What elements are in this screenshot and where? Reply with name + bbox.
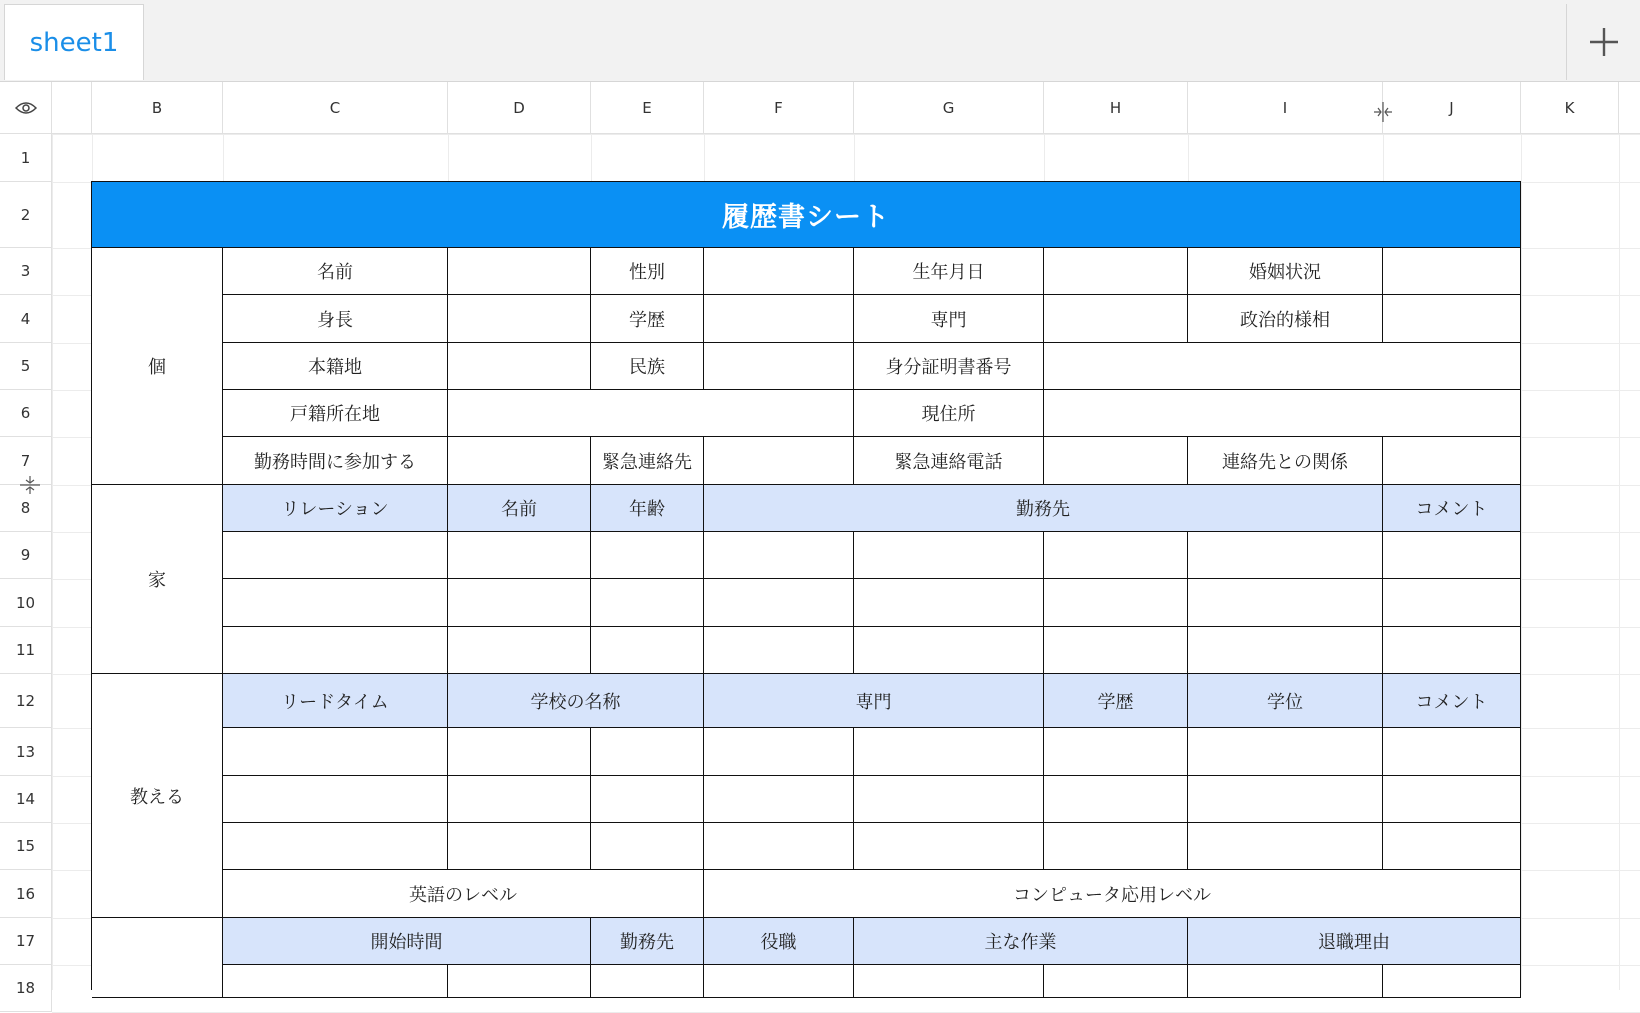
value-residence[interactable]	[1044, 390, 1521, 437]
education-cell[interactable]	[591, 776, 704, 823]
value-political[interactable]	[1383, 295, 1521, 343]
education-cell[interactable]	[704, 728, 854, 776]
row-header[interactable]: 12	[0, 674, 52, 728]
education-cell[interactable]	[704, 823, 854, 870]
gridline	[52, 134, 53, 990]
family-cell[interactable]	[1044, 627, 1188, 674]
row-header[interactable]: 3	[0, 248, 52, 295]
column-header[interactable]: J	[1383, 82, 1521, 134]
eye-icon	[15, 101, 37, 115]
column-header[interactable]: E	[591, 82, 704, 134]
family-cell[interactable]	[854, 627, 1044, 674]
education-header-lead-time[interactable]: リードタイム	[223, 674, 448, 728]
gridline	[1521, 134, 1522, 990]
section-personal[interactable]: 個	[92, 248, 223, 485]
value-origin[interactable]	[448, 343, 591, 390]
family-header-comment[interactable]: コメント	[1383, 485, 1521, 532]
value-work-time[interactable]	[448, 437, 591, 485]
work-cell[interactable]	[591, 965, 704, 998]
skill-computer[interactable]: コンピュータ応用レベル	[704, 870, 1521, 918]
family-cell[interactable]	[854, 532, 1044, 579]
label-registry[interactable]: 戸籍所在地	[223, 390, 448, 437]
education-cell[interactable]	[1188, 776, 1383, 823]
row-header[interactable]: 7	[0, 437, 52, 485]
education-cell[interactable]	[1383, 776, 1521, 823]
family-cell[interactable]	[591, 579, 704, 627]
education-header-degree[interactable]: 学歴	[1044, 674, 1188, 728]
sheet-title[interactable]: 履歴書シート	[92, 182, 1521, 248]
education-header-school[interactable]: 学校の名称	[448, 674, 704, 728]
column-header[interactable]: C	[223, 82, 448, 134]
value-height[interactable]	[448, 295, 591, 343]
family-cell[interactable]	[448, 579, 591, 627]
family-header-age[interactable]: 年齢	[591, 485, 704, 532]
add-sheet-button[interactable]	[1567, 4, 1640, 80]
sheet-tab-sheet1[interactable]: sheet1	[4, 4, 144, 80]
family-cell[interactable]	[1188, 532, 1383, 579]
work-header-position[interactable]: 役職	[704, 918, 854, 965]
column-header[interactable]: G	[854, 82, 1044, 134]
education-cell[interactable]	[1044, 823, 1188, 870]
work-cell[interactable]	[704, 965, 854, 998]
column-header[interactable]: H	[1044, 82, 1188, 134]
label-work-time[interactable]: 勤務時間に参加する	[223, 437, 448, 485]
family-header-workplace[interactable]: 勤務先	[704, 485, 1383, 532]
education-cell[interactable]	[223, 776, 448, 823]
label-major[interactable]: 専門	[854, 295, 1044, 343]
column-header[interactable]: B	[92, 82, 223, 134]
family-cell[interactable]	[223, 532, 448, 579]
label-height[interactable]: 身長	[223, 295, 448, 343]
row-header[interactable]: 6	[0, 390, 52, 437]
section-family[interactable]: 家	[92, 485, 223, 674]
row-header[interactable]: 15	[0, 823, 52, 870]
label-birthdate[interactable]: 生年月日	[854, 248, 1044, 295]
row-resize-icon	[19, 474, 41, 496]
education-cell[interactable]	[1188, 823, 1383, 870]
education-cell[interactable]	[448, 823, 591, 870]
column-header[interactable]: I	[1188, 82, 1383, 134]
work-cell[interactable]	[448, 965, 591, 998]
value-birthdate[interactable]	[1044, 248, 1188, 295]
column-header[interactable]: D	[448, 82, 591, 134]
family-cell[interactable]	[448, 532, 591, 579]
education-cell[interactable]	[448, 776, 591, 823]
family-cell[interactable]	[1188, 627, 1383, 674]
label-id-number[interactable]: 身分証明書番号	[854, 343, 1044, 390]
work-header-workplace[interactable]: 勤務先	[591, 918, 704, 965]
education-cell[interactable]	[1044, 728, 1188, 776]
label-emergency-contact[interactable]: 緊急連絡先	[591, 437, 704, 485]
row-header[interactable]: 2	[0, 182, 52, 248]
column-header[interactable]: F	[704, 82, 854, 134]
label-degree[interactable]: 学歴	[591, 295, 704, 343]
column-header[interactable]: K	[1521, 82, 1619, 134]
work-header-main-work[interactable]: 主な作業	[854, 918, 1188, 965]
family-cell[interactable]	[1044, 532, 1188, 579]
family-cell[interactable]	[1383, 579, 1521, 627]
education-cell[interactable]	[854, 823, 1044, 870]
value-degree[interactable]	[704, 295, 854, 343]
row-header[interactable]: 4	[0, 295, 52, 343]
education-cell[interactable]	[854, 776, 1044, 823]
row-header[interactable]: 10	[0, 579, 52, 627]
column-header-blank	[1619, 82, 1640, 134]
skill-english[interactable]: 英語のレベル	[223, 870, 704, 918]
work-header-start[interactable]: 開始時間	[223, 918, 591, 965]
family-cell[interactable]	[1188, 579, 1383, 627]
select-all-corner[interactable]	[0, 82, 52, 134]
column-header[interactable]	[52, 82, 92, 134]
label-emergency-phone[interactable]: 緊急連絡電話	[854, 437, 1044, 485]
value-registry[interactable]	[448, 390, 854, 437]
row-header[interactable]: 14	[0, 776, 52, 823]
label-marital[interactable]: 婚姻状況	[1188, 248, 1383, 295]
column-resize-icon	[1372, 101, 1394, 123]
education-cell[interactable]	[1383, 823, 1521, 870]
label-residence[interactable]: 現住所	[854, 390, 1044, 437]
value-name[interactable]	[448, 248, 591, 295]
family-cell[interactable]	[704, 532, 854, 579]
family-cell[interactable]	[1044, 579, 1188, 627]
work-cell[interactable]	[1044, 965, 1188, 998]
value-ethnicity[interactable]	[704, 343, 854, 390]
education-cell[interactable]	[223, 823, 448, 870]
education-cell[interactable]	[854, 728, 1044, 776]
education-header-comment[interactable]: コメント	[1383, 674, 1521, 728]
label-gender[interactable]: 性別	[591, 248, 704, 295]
family-cell[interactable]	[448, 627, 591, 674]
value-gender[interactable]	[704, 248, 854, 295]
row-header[interactable]: 1	[0, 134, 52, 182]
column-resize-handle[interactable]	[1372, 100, 1394, 124]
family-cell[interactable]	[223, 627, 448, 674]
gridline	[52, 134, 1640, 135]
sheet-tab-bar	[0, 0, 1640, 82]
row-header[interactable]: 17	[0, 918, 52, 965]
education-cell[interactable]	[704, 776, 854, 823]
education-header-major[interactable]: 専門	[704, 674, 1044, 728]
section-education[interactable]: 教える	[92, 674, 223, 918]
work-header-reason[interactable]: 退職理由	[1188, 918, 1521, 965]
label-origin[interactable]: 本籍地	[223, 343, 448, 390]
education-cell[interactable]	[591, 728, 704, 776]
row-header[interactable]: 5	[0, 343, 52, 390]
label-ethnicity[interactable]: 民族	[591, 343, 704, 390]
row-header[interactable]: 9	[0, 532, 52, 579]
gridline	[1619, 134, 1620, 990]
row-header[interactable]: 11	[0, 627, 52, 674]
education-cell[interactable]	[1383, 728, 1521, 776]
education-cell[interactable]	[448, 728, 591, 776]
value-marital[interactable]	[1383, 248, 1521, 295]
family-cell[interactable]	[1383, 627, 1521, 674]
row-header[interactable]: 13	[0, 728, 52, 776]
value-major[interactable]	[1044, 295, 1188, 343]
work-cell[interactable]	[1383, 965, 1521, 998]
education-cell[interactable]	[1044, 776, 1188, 823]
label-political[interactable]: 政治的様相	[1188, 295, 1383, 343]
row-resize-handle[interactable]	[19, 473, 41, 497]
row-header[interactable]: 8	[0, 485, 52, 532]
value-relation-to-contact[interactable]	[1383, 437, 1521, 485]
label-name[interactable]: 名前	[223, 248, 448, 295]
education-cell[interactable]	[1188, 728, 1383, 776]
family-cell[interactable]	[704, 579, 854, 627]
education-cell[interactable]	[591, 823, 704, 870]
row-header[interactable]: 16	[0, 870, 52, 918]
row-header[interactable]: 18	[0, 965, 52, 1012]
section-work[interactable]	[92, 918, 223, 998]
work-cell[interactable]	[223, 965, 448, 998]
value-emergency-contact[interactable]	[704, 437, 854, 485]
family-cell[interactable]	[591, 532, 704, 579]
work-cell[interactable]	[1188, 965, 1383, 998]
family-header-name[interactable]: 名前	[448, 485, 591, 532]
family-cell[interactable]	[591, 627, 704, 674]
value-id-number[interactable]	[1044, 343, 1521, 390]
family-header-relation[interactable]: リレーション	[223, 485, 448, 532]
value-emergency-phone[interactable]	[1044, 437, 1188, 485]
label-relation-to-contact[interactable]: 連絡先との関係	[1188, 437, 1383, 485]
family-cell[interactable]	[223, 579, 448, 627]
work-cell[interactable]	[854, 965, 1044, 998]
family-cell[interactable]	[854, 579, 1044, 627]
education-header-academic-degree[interactable]: 学位	[1188, 674, 1383, 728]
family-cell[interactable]	[1383, 532, 1521, 579]
plus-icon	[1588, 26, 1620, 58]
family-cell[interactable]	[704, 627, 854, 674]
education-cell[interactable]	[223, 728, 448, 776]
